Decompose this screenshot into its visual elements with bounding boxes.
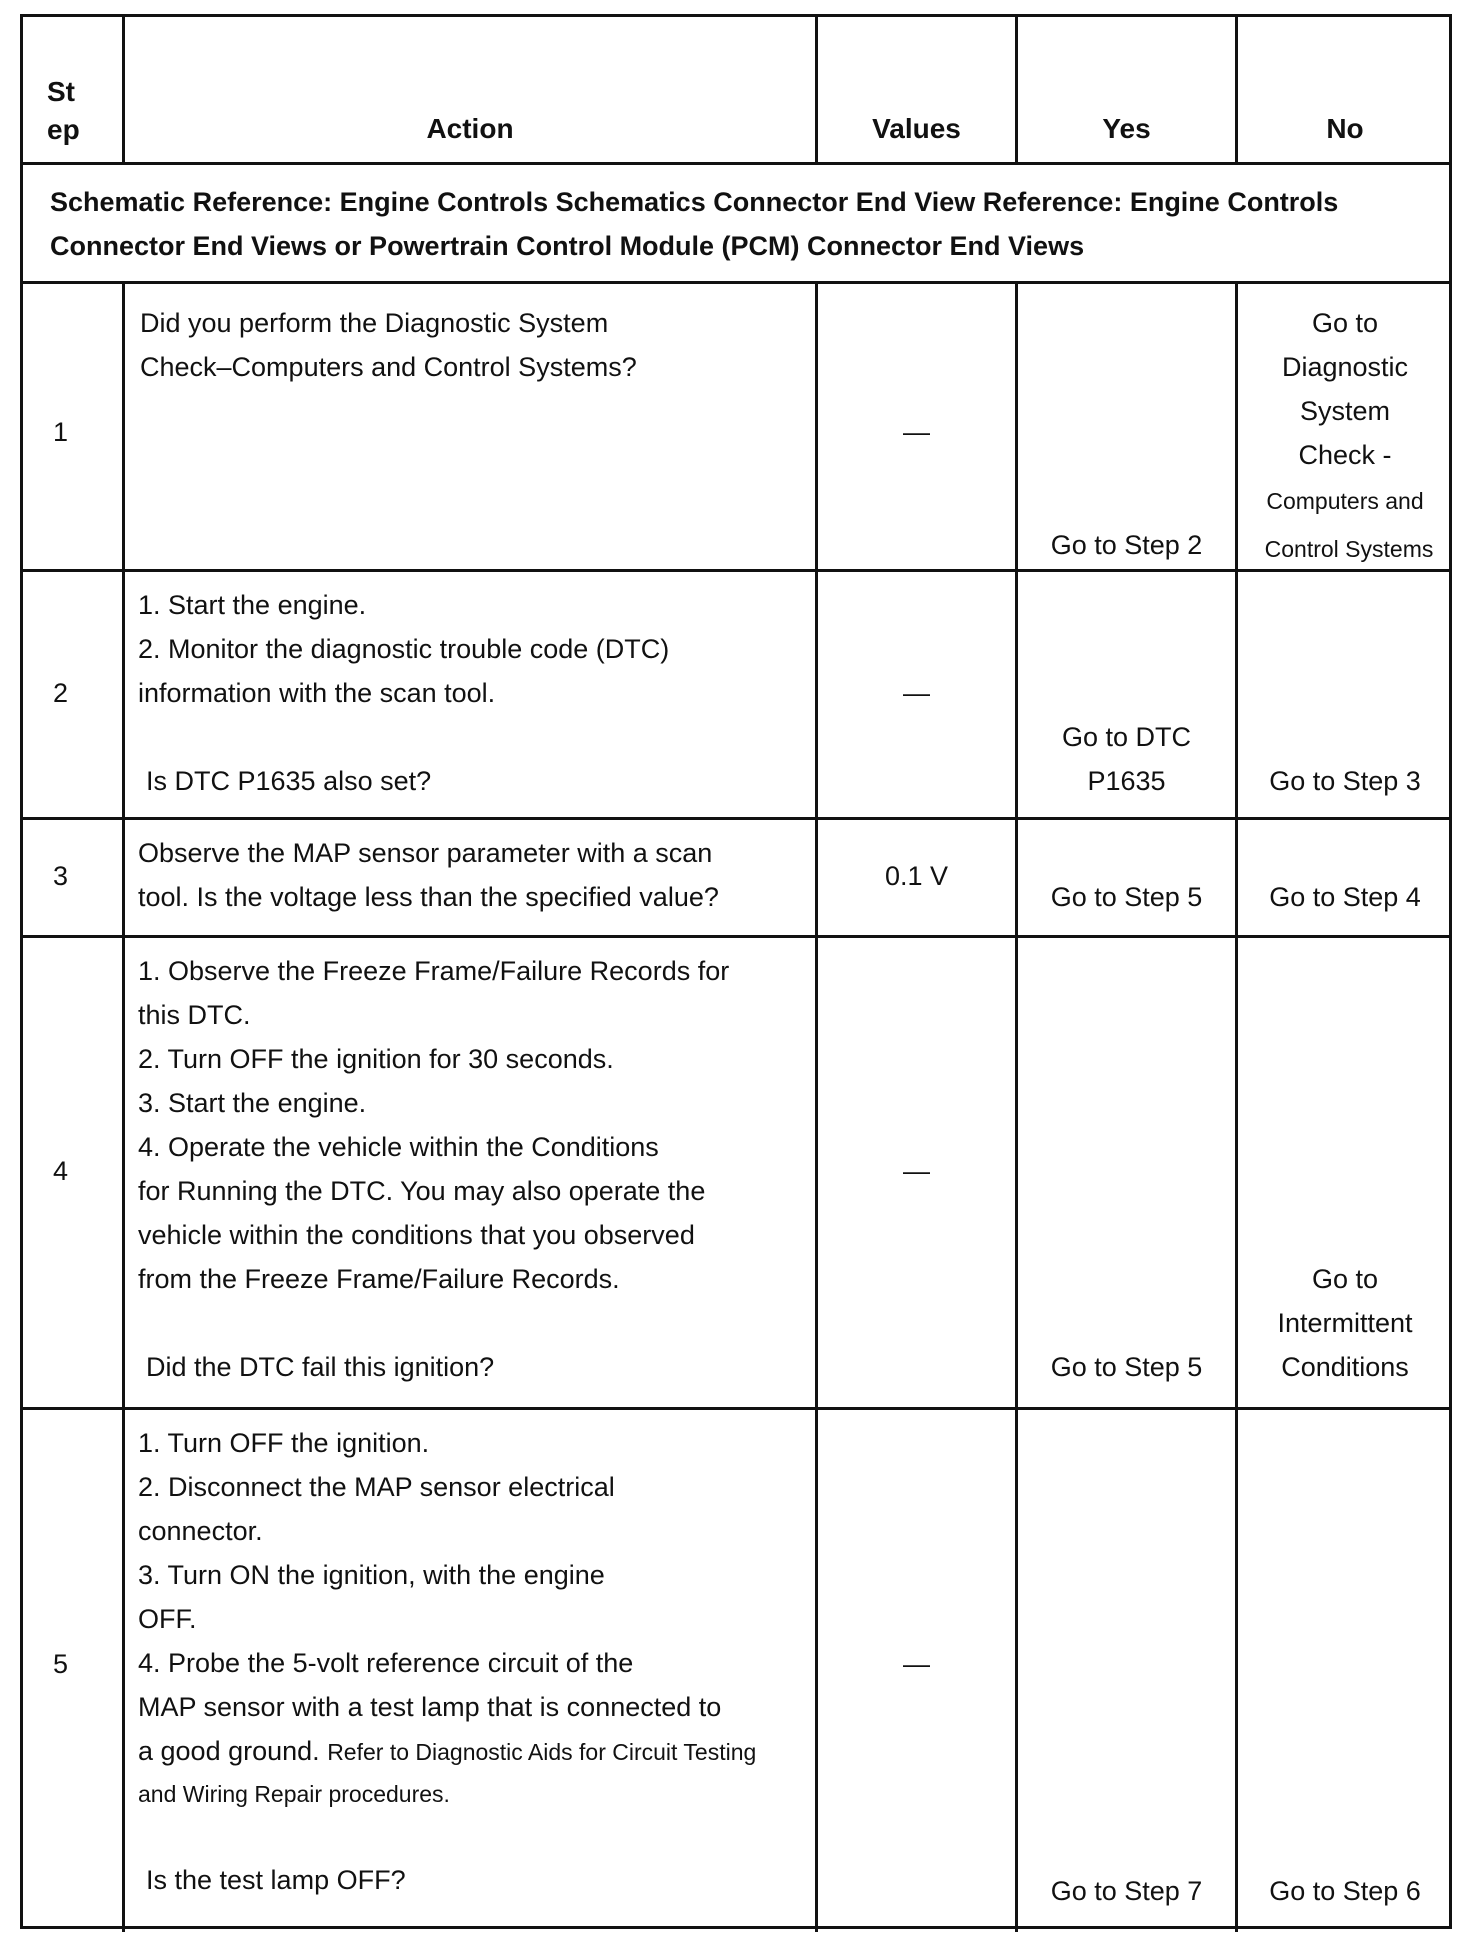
action-line: 2. Disconnect the MAP sensor electrical [138,1472,615,1502]
yes-cell: Go to Step 7 [1050,1876,1203,1906]
header-no: No [1326,113,1364,144]
no-line: Go to [1311,1264,1379,1294]
header-step-line: ep [47,114,80,145]
no-line: Check - [1298,440,1392,470]
step-number: 5 [53,1649,69,1679]
col-rule [122,281,125,1932]
step-number: 1 [53,417,69,447]
spacer [138,1814,813,1858]
action-line: 2. Monitor the diagnostic trouble code (DTC) [138,634,670,664]
diagnostic-aids-reference: Refer to Diagnostic Aids for Circuit Testing [327,1739,757,1765]
action-line: Observe the MAP sensor parameter with a scan [138,838,713,868]
action-line: 2. Turn OFF the ignition for 30 seconds. [138,1044,614,1074]
action-line [138,1301,808,1345]
action-text [140,301,810,389]
no-line: Conditions [1281,1352,1409,1382]
no-cell: Go to Step 4 [1269,882,1421,912]
action-text [138,1421,813,1902]
no-line: Diagnostic [1281,352,1409,382]
action-text [138,831,808,919]
action-line [138,1729,813,1774]
action-question: Is the test lamp OFF? [146,1865,406,1895]
value-cell: — [903,417,930,447]
step-number: 4 [53,1156,69,1186]
action-line: MAP sensor with a test lamp that is connected to [138,1692,722,1722]
header-yes: Yes [1102,113,1151,144]
schematic-line: Connector End Views or Powertrain Control Module (PCM) Connector End Views [50,231,1085,261]
action-line: Did the DTC fail this ignition? [146,1352,495,1382]
action-line: for Running the DTC. You may also operate the [138,1176,706,1206]
yes-cell: Go to Step 5 [1050,1352,1203,1382]
action-text [138,949,808,1389]
action-line: information with the scan tool. [138,678,496,708]
action-line: Is DTC P1635 also set? [146,766,432,796]
yes-cell: Go to Step 5 [1050,882,1203,912]
value-cell: — [903,1649,930,1679]
header-step-line: St [47,76,75,107]
action-line [138,715,808,759]
value-cell: — [903,1156,930,1186]
no-line: System [1299,396,1391,426]
action-line: 1. Turn OFF the ignition. [138,1428,430,1458]
schematic-line: Schematic Reference: Engine Controls Schematics Connector End View Reference: Engine Controls [50,187,1339,217]
no-line: Intermittent [1277,1308,1413,1338]
header-action: Action [426,113,514,144]
header-values: Values [872,113,961,144]
action-line: 1. Start the engine. [138,590,367,620]
action-text [138,583,808,803]
value-cell: 0.1 V [884,861,949,891]
action-line: connector. [138,1516,263,1546]
action-line: 3. Turn ON the ignition, with the engine [138,1560,605,1590]
diagnostic-table [20,14,1452,1929]
no-line: Computers and [1266,488,1424,514]
action-line: 1. Observe the Freeze Frame/Failure Records for [138,956,730,986]
action-line: vehicle within the conditions that you observed [138,1220,695,1250]
action-line: from the Freeze Frame/Failure Records. [138,1264,620,1294]
no-cell: Go to Step 3 [1269,766,1421,796]
no-cell: Go to Step 6 [1269,1876,1421,1906]
no-cell [1238,1257,1452,1389]
action-line: Check–Computers and Control Systems? [140,352,637,382]
yes-line: P1635 [1087,766,1166,796]
action-line: 3. Start the engine. [138,1088,367,1118]
schematic-reference [50,180,1450,268]
header-step [47,73,117,149]
yes-line: Go to DTC [1061,722,1192,752]
no-line: Control Systems [1264,536,1434,562]
step-number: 2 [53,678,69,708]
no-cell [1238,301,1452,573]
action-line: this DTC. [138,1000,251,1030]
rule [23,162,1449,165]
action-line: Did you perform the Diagnostic System [140,308,609,338]
action-line: tool. Is the voltage less than the specified value? [138,882,719,912]
no-line: Go to [1311,308,1379,338]
yes-cell [1018,715,1235,803]
step-number: 3 [53,861,69,891]
value-cell: — [903,678,930,708]
action-line: 4. Probe the 5-volt reference circuit of the [138,1648,634,1678]
diagnostic-aids-reference: and Wiring Repair procedures. [138,1781,450,1807]
action-line: OFF. [138,1604,197,1634]
yes-cell: Go to Step 2 [1050,530,1203,560]
action-line-text: a good ground. [138,1736,320,1766]
action-line: 4. Operate the vehicle within the Conditions [138,1132,659,1162]
